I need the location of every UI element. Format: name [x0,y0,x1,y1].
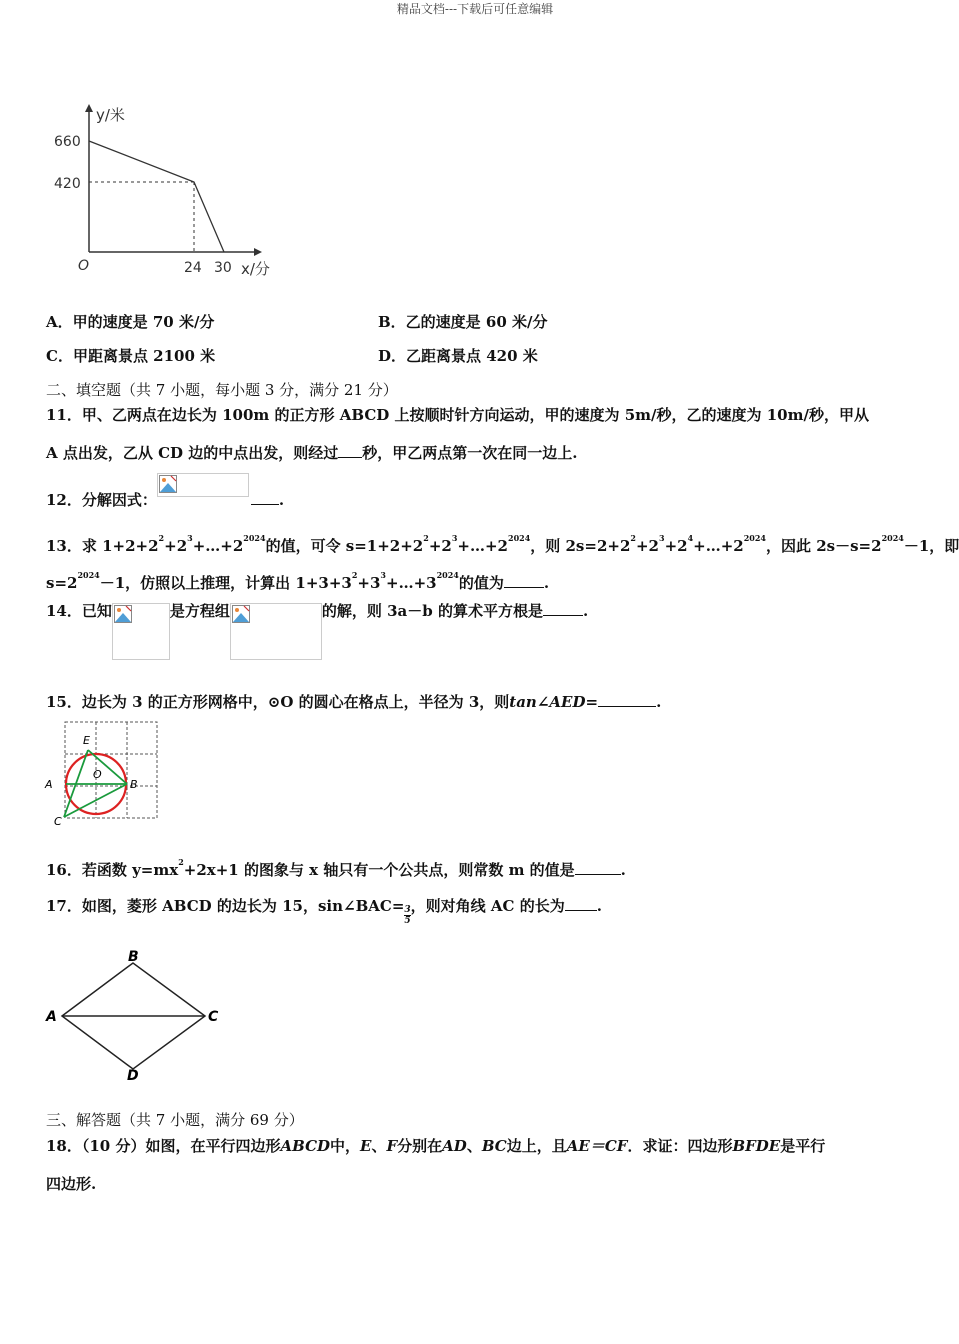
q13-t7: ，则 2s=2+2 [530,537,631,555]
q13-s8: 3 [658,533,665,543]
option-d: D．乙距离景点 420 米 [378,347,538,365]
q11-line1: 11．甲、乙两点在边长为 100m 的正方形 ABCD 上按顺时针方向运动，甲的速度为 5m/秒，乙的速度为 10m/秒，甲从 [46,406,869,424]
label-d: D [127,1068,139,1084]
q16-t2: +2x+1 的图象与 x 轴只有一个公共点，则常数 m 的值是 [183,861,575,879]
q14-t3: 的解，则 3a－b 的算术平方根是 [321,601,543,620]
q13-t2: +2 [164,537,188,555]
q18-t7: ．求证：四边形 [627,1137,733,1155]
q17-t1: 17．如图，菱形 ABCD 的边长为 15，sin∠BAC= [46,897,405,915]
label-e: E [83,734,90,747]
q17-answer-blank [565,896,597,911]
q13-s9: 4 [687,533,694,543]
q15-line [46,691,661,712]
origin-label: O [78,258,90,274]
q13-line2 [46,572,549,593]
q17-t2: ，则对角线 AC 的长为 [410,897,565,915]
q13-line1 [46,535,959,556]
broken-image-icon [114,605,132,623]
q18-bfde: BFDE [732,1137,781,1155]
q18-e: E [360,1137,372,1155]
q18-abcd: ABCD [280,1137,331,1155]
label-c: C [54,815,62,828]
q17-den: 5 [404,915,411,926]
x-tick-24: 24 [184,260,202,276]
q12-line [46,473,285,509]
section-2-heading: 二、填空题（共 7 小题，每小题 3 分，满分 21 分） [46,381,398,399]
q13-s4: 2 [423,533,429,543]
graph-line [89,141,224,252]
q18-t1: 18．（10 分）如图，在平行四边形 [46,1137,281,1155]
q14-t1: 14．已知 [46,601,112,620]
label-a: A [46,1009,57,1025]
q17-t3: . [596,897,602,915]
y-axis-arrow [85,104,93,112]
q18-t3: 、 [371,1137,387,1155]
q13-t8: +2 [635,537,659,555]
y-tick-420: 420 [54,176,81,192]
option-b: B．乙的速度是 60 米/分 [378,313,548,331]
q18-line1 [46,1135,825,1156]
x-axis-label: x/分 [241,260,270,278]
q15-t1: 15．边长为 3 的正方形网格中，⊙O 的圆心在格点上，半径为 3，则 [46,693,510,711]
q17-fraction [404,905,410,926]
q14-answer-blank [543,601,583,616]
q14-solution-image [112,603,170,660]
q13-t9: +2 [664,537,688,555]
q12-answer-blank [251,490,279,505]
q13-t11: ，因此 2s－s=2 [766,537,882,555]
broken-image-icon [159,475,177,493]
q11-line2 [46,442,578,463]
broken-image-icon [232,605,250,623]
x-tick-30: 30 [214,260,232,276]
q18-bc: BC [481,1137,507,1155]
q18-ad: AD [442,1137,467,1155]
q12-expression-image [157,473,249,497]
q13-v3: 3 [380,570,386,580]
q13-u2: －1，仿照以上推理，计算出 1+3+3 [99,574,352,592]
q15-answer-blank [598,692,656,707]
label-c: C [208,1009,219,1025]
q16-line [46,859,626,880]
q18-t4: 分别在 [397,1137,443,1155]
q13-s7: 2 [630,533,636,543]
q13-t5: +2 [428,537,452,555]
y-tick-660: 660 [54,134,81,150]
q13-t6: +…+2 [457,537,508,555]
label-b: B [128,949,139,965]
q15-tan: tan∠AED= [509,693,599,711]
q11-text-b: 秒，甲乙两点第一次在同一边上. [362,444,578,462]
q18-f: F [386,1137,398,1155]
q13-s10: 2024 [743,533,766,543]
q13-t3: +…+2 [192,537,244,555]
label-a: A [45,778,53,791]
q16-t3: . [620,861,626,879]
q13-t12: －1，即 [903,537,959,555]
y-axis-label: y/米 [96,106,125,124]
q13-u5: 的值为 [458,574,504,592]
q13-v1: 2024 [77,570,100,580]
q17-num: 3 [404,904,411,915]
q16-sup: 2 [178,857,184,867]
q11-text-a: A 点出发，乙从 CD 边的中点出发，则经过 [46,444,339,462]
option-c: C．甲距离景点 2100 米 [46,347,216,365]
q18-t5: 、 [466,1137,482,1155]
x-axis-arrow [254,248,262,256]
q13-t1: 13．求 1+2+2 [46,537,159,555]
q18-t6: 边上，且 [506,1137,567,1155]
option-a: A．甲的速度是 70 米/分 [46,313,215,331]
q13-s6: 2024 [508,533,531,543]
distance-time-graph [44,100,284,285]
q18-eq: AE＝CF [566,1137,628,1155]
label-b: B [130,778,138,791]
q13-u4: +…+3 [386,574,437,592]
q16-answer-blank [575,860,621,875]
q14-system-image [230,603,322,660]
q13-u6: . [543,574,550,592]
q13-t10: +…+2 [693,537,744,555]
q13-s3: 2024 [243,533,266,543]
q13-s11: 2024 [881,533,904,543]
q14-t2: 是方程组 [169,601,230,620]
q12-prefix: 12．分解因式： [46,491,157,509]
q17-rhombus-figure [40,943,230,1083]
q13-v2: 2 [351,570,358,580]
q13-s5: 3 [451,533,458,543]
q18-t8: 是平行 [780,1137,826,1155]
q15-grid-circle-figure [42,718,162,830]
q18-line2: 四边形. [46,1175,97,1193]
q16-t1: 16．若函数 y=mx [46,861,179,879]
q13-u1: s=2 [46,574,78,592]
q18-t2: 中， [330,1137,361,1155]
q13-answer-blank [504,573,544,588]
section-3-heading: 三、解答题（共 7 小题，满分 69 分） [46,1111,304,1129]
q12-suffix: . [278,491,285,509]
q13-u3: +3 [357,574,381,592]
q15-t2: . [656,693,662,711]
q17-line [46,895,602,926]
q13-s2: 3 [187,533,193,543]
q14-line [46,603,588,660]
page-header: 精品文档---下载后可任意编辑 [396,2,554,16]
label-o: O [93,768,102,781]
q14-t4: . [582,601,589,620]
q13-t4: 的值，可令 s=1+2+2 [265,537,424,555]
q13-v4: 2024 [436,570,459,580]
q11-answer-blank [338,443,362,458]
q13-s1: 2 [158,533,165,543]
